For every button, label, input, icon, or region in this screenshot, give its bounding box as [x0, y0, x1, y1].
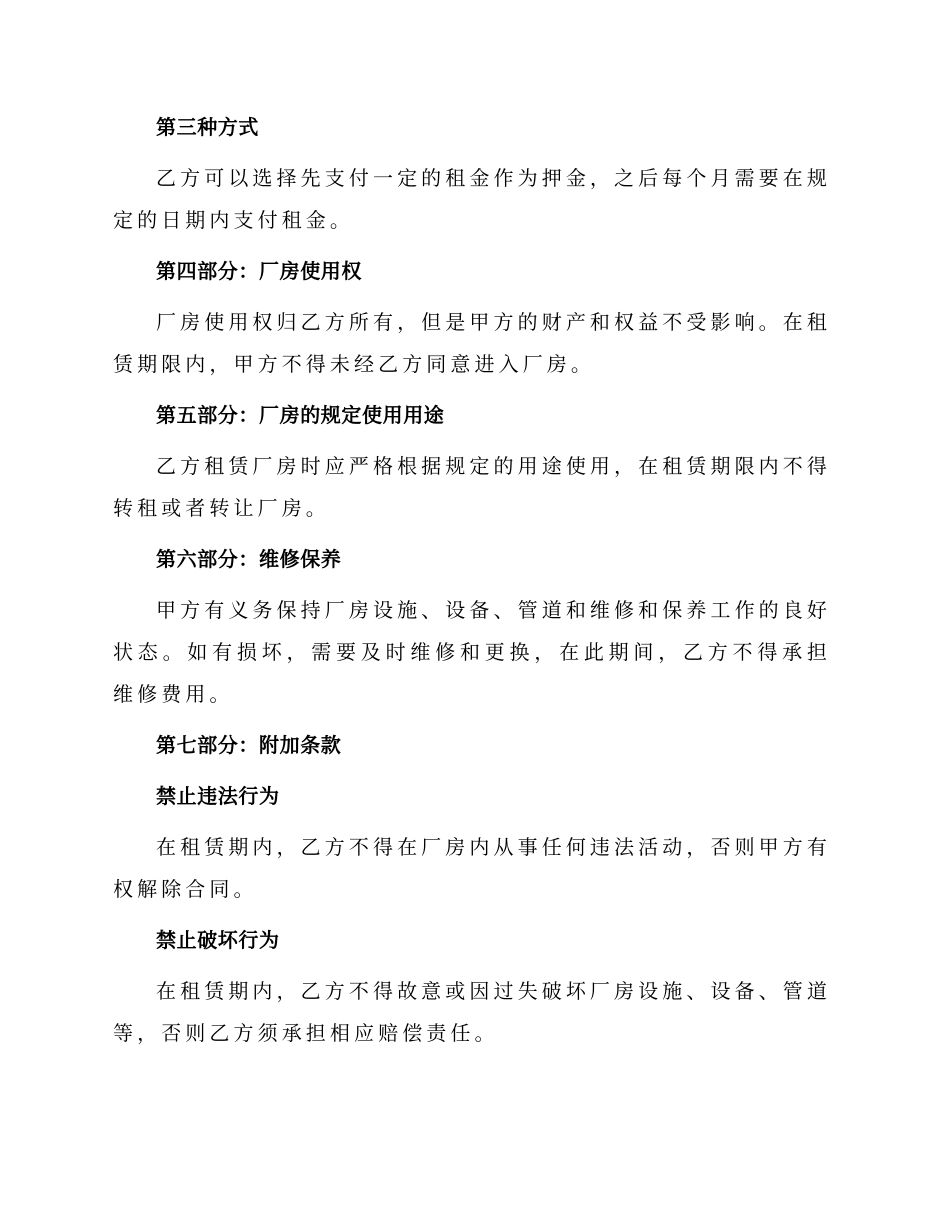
subheading-no-illegal-acts: 禁止违法行为 [156, 784, 280, 808]
section-heading-part-7: 第七部分：附加条款 [156, 733, 342, 757]
section-heading-part-4: 第四部分：厂房使用权 [156, 259, 362, 283]
section-heading-part-5: 第五部分：厂房的规定使用用途 [156, 403, 445, 427]
subheading-no-damage: 禁止破坏行为 [156, 928, 280, 952]
paragraph-no-illegal-acts: 在租赁期内，乙方不得在厂房内从事任何违法活动，否则甲方有权解除合同。 [113, 835, 831, 901]
document-body [113, 106, 831, 1063]
paragraph-no-damage: 在租赁期内，乙方不得故意或因过失破坏厂房设施、设备、管道等，否则乙方须承担相应赔偿责任。 [113, 979, 831, 1045]
paragraph-maintenance: 甲方有义务保持厂房设施、设备、管道和维修和保养工作的良好状态。如有损坏，需要及时维修和更换，在此期间，乙方不得承担维修费用。 [113, 598, 831, 706]
section-heading-part-6: 第六部分：维修保养 [156, 547, 342, 571]
paragraph-permitted-use: 乙方租赁厂房时应严格根据规定的用途使用，在租赁期限内不得转租或者转让厂房。 [113, 454, 831, 520]
section-heading-payment-method-3: 第三种方式 [156, 115, 259, 139]
paragraph-deposit-payment: 乙方可以选择先支付一定的租金作为押金，之后每个月需要在规定的日期内支付租金。 [113, 166, 831, 232]
paragraph-usage-rights: 厂房使用权归乙方所有，但是甲方的财产和权益不受影响。在租赁期限内，甲方不得未经乙方同意进入厂房。 [113, 310, 831, 376]
